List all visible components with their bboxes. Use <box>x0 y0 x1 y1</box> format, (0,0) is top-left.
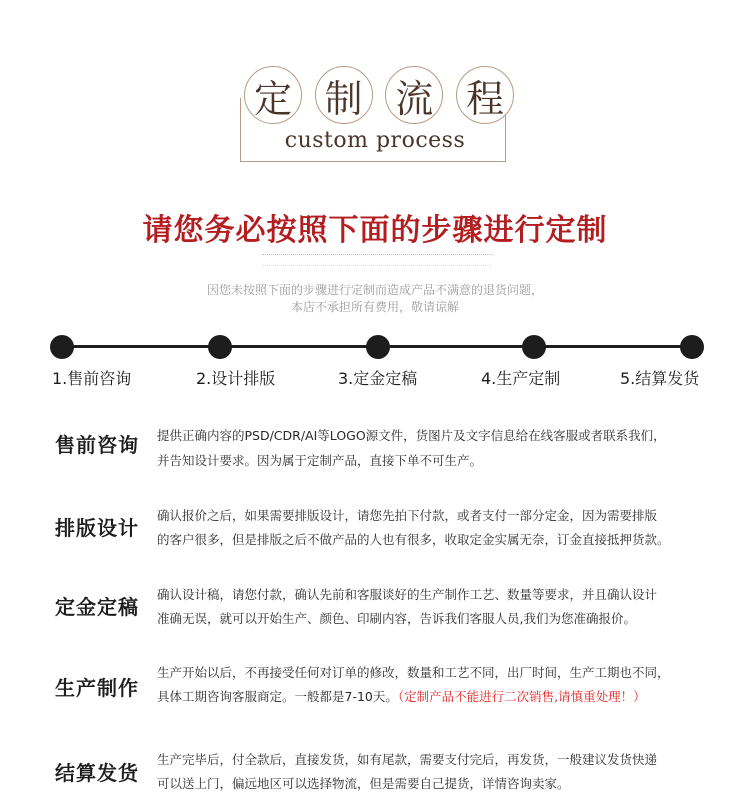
header-subtitle: custom process <box>284 128 466 153</box>
section-text-line: 生产完毕后，付全款后，直接发货，如有尾款，需要支付完后，再发货，一般建议发货快递 <box>157 752 658 767</box>
timeline-dot <box>50 335 74 359</box>
section-title-deposit: 定金定稿 <box>55 595 139 619</box>
timeline-dot <box>680 335 704 359</box>
section-title-design: 排版设计 <box>55 516 139 540</box>
header-char: 制 <box>315 66 373 124</box>
section-text-line: 确认设计稿，请您付款，确认先前和客服谈好的生产制作工艺、数量等要求，并且确认设计 <box>157 587 658 602</box>
step-label-2: 2.设计排版 <box>196 369 276 388</box>
timeline-dot <box>522 335 546 359</box>
title-divider <box>262 254 492 266</box>
step-label-3: 3.定金定稿 <box>338 369 418 388</box>
section-text-line: 准确无误，就可以开始生产、颜色、印刷内容，告诉我们客服人员,我们为您准确报价。 <box>157 611 636 626</box>
section-text: 具体工期咨询客服商定。一般都是7-10天。 <box>157 689 398 704</box>
section-text-line: 并告知设计要求。因为属于定制产品，直接下单不可生产。 <box>157 453 483 468</box>
header-char: 程 <box>456 66 514 124</box>
warning-text: （定制产品不能进行二次销售,请慎重处理！） <box>397 689 646 704</box>
header-title <box>244 66 514 126</box>
section-text-line: 生产开始以后，不再接受任何对订单的修改，数量和工艺不同，出厂时间，生产工期也不同， <box>157 665 670 680</box>
note-line-2: 本店不承担所有费用，敬请谅解 <box>290 300 459 314</box>
page-title: 请您务必按照下面的步骤进行定制 <box>142 213 608 248</box>
section-text-line <box>157 687 646 705</box>
step-label-1: 1.售前咨询 <box>52 369 132 388</box>
step-label-4: 4.生产定制 <box>481 369 561 388</box>
section-title-production: 生产制作 <box>55 676 139 700</box>
section-text-line: 确认报价之后，如果需要排版设计，请您先拍下付款，或者支付一部分定金，因为需要排版 <box>157 508 658 523</box>
header-char: 流 <box>385 66 443 124</box>
timeline-dot <box>366 335 390 359</box>
section-title-delivery: 结算发货 <box>55 761 139 785</box>
step-label-5: 5.结算发货 <box>620 369 700 388</box>
section-text-line: 的客户很多，但是排版之后不做产品的人也有很多，收取定金实属无奈，订金直接抵押货款。 <box>157 532 670 547</box>
frame-bottom-line <box>240 161 506 162</box>
timeline-dot <box>208 335 232 359</box>
section-text-line: 可以送上门，偏远地区可以选择物流，但是需要自己提货，详情咨询卖家。 <box>157 776 570 791</box>
section-text-line: 提供正确内容的PSD/CDR/AI等LOGO源文件，货图片及文字信息给在线客服或者联系我们， <box>157 428 666 443</box>
note-line-1: 因您未按照下面的步骤进行定制而造成产品不满意的退货问题， <box>206 283 543 297</box>
section-title-consult: 售前咨询 <box>55 433 139 457</box>
header-char: 定 <box>244 66 302 124</box>
